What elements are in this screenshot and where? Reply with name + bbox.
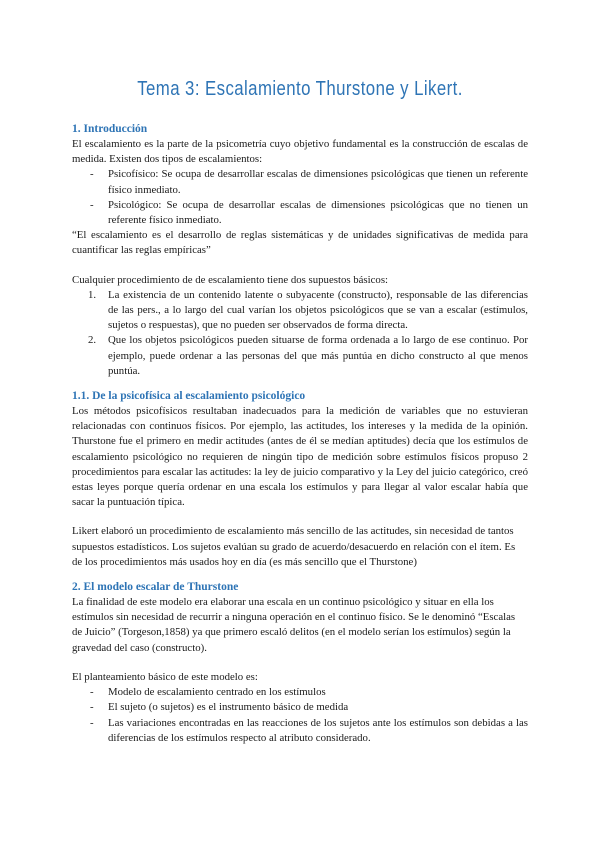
list-item [72, 716, 528, 746]
section-heading-psicofisica: 1.1. De la psicofísica al escalamiento psicológico [72, 390, 306, 403]
paragraph-intro: El escalamiento es la parte de la psicometría cuyo objetivo fundamental es la construcción de escalas de medida. Existen dos tipos de escalamientos: [72, 138, 528, 166]
paragraph-model-intro: El planteamiento básico de este modelo es: [72, 670, 258, 683]
list-item-text: Que los objetos psicológicos pueden situarse de forma ordenada a lo largo de ese continuo. Por ejemplo, puede ordenar a las personas del que más puntúa en dicho constructo al que menos puntúa. [108, 334, 528, 377]
list-item-text: Las variaciones encontradas en las reacciones de los sujetos ante los estímulos son debidas a las diferencias de los estímulos respecto al atributo considerado. [108, 716, 528, 744]
list-item-text: Psicológico: Se ocupa de desarrollar escalas de dimensiones psicológicas que no tienen un referente físico inmediato. [108, 198, 528, 227]
list-scaling-types [72, 167, 528, 228]
section-heading-thurstone: 2. El modelo escalar de Thurstone [72, 581, 239, 594]
paragraph-likert: Likert elaboró un procedimiento de escalamiento más sencillo de las actitudes, sin necesidad de tantos supuestos estadísticos. Los sujetos evalúan su grado de acuerdo/desacuerdo en relación con el ítem. Es de los procedimientos más usados hoy en día (es más sencillo que el Thurstone) [72, 525, 516, 568]
list-item [72, 167, 528, 197]
list-marker: - [90, 168, 94, 181]
list-item [72, 685, 528, 700]
list-item-text: Modelo de escalamiento centrado en los estímulos [108, 686, 326, 699]
list-marker: - [90, 198, 94, 211]
paragraph-assumptions-intro: Cualquier procedimiento de de escalamiento tiene dos supuestos básicos: [72, 273, 389, 286]
paragraph-psicofisica: Los métodos psicofísicos resultaban inadecuados para la medición de variables que no estuvieran relacionadas con continuos físicos. Por ejemplo, las actitudes, los intereses y la medida de la opinión. Thurstone fue el primero en medir actitudes (antes de él se medían aptitudes) decía que los estímulos de escalamiento psicológico no requieren de ningún tipo de medición sobre estímulos físicos propuso 2 procedimientos para escalar las actitudes: la ley de juicio comparativo y la Ley del juicio categórico, creó estas leyes porque quería ordenar en una escala los estímulos y para llegar al valor escalar había que sacar la puntuación típica. [72, 405, 528, 509]
list-assumptions [72, 288, 528, 379]
list-item [72, 288, 528, 334]
list-item-text: El sujeto (o sujetos) es el instrumento básico de medida [108, 701, 349, 714]
list-marker: - [90, 686, 94, 699]
list-item [72, 333, 528, 379]
list-model-points [72, 685, 528, 746]
list-marker: 2. [88, 334, 97, 347]
paragraph-thurstone: La finalidad de este modelo era elaborar una escala en un continuo psicológico y situar en ella los estímulos sin necesidad de recurrir a ninguna operación en el continuo físico. Se le denominó “Escalas de Juicio” (Torgeson,1858) ya que primero escaló delitos (en el modelo serían los estímulos) según la gravedad del caso (constructo). [72, 596, 516, 654]
page-title: Tema 3: Escalamiento Thurstone y Likert. [137, 78, 463, 100]
list-item [72, 198, 528, 228]
list-item-text: Psicofísico: Se ocupa de desarrollar escalas de dimensiones psicológicas que tienen un referente físico inmediato. [108, 168, 528, 196]
list-marker: - [90, 716, 94, 729]
paragraph-quote: “El escalamiento es el desarrollo de reglas sistemáticas y de unidades significativas de medida para cuantificar las reglas empíricas” [72, 229, 528, 257]
list-marker: - [90, 701, 94, 714]
section-heading-introduccion: 1. Introducción [72, 123, 148, 135]
list-item-text: La existencia de un contenido latente o subyacente (constructo), responsable de las diferencias de las pers., a lo largo del cual varían los objetos psicológicos que se van a escalar (estímulos, sujetos o respuestas), que no pueden ser observados de forma directa. [108, 288, 528, 332]
list-marker: 1. [88, 288, 97, 301]
list-item [72, 700, 528, 715]
